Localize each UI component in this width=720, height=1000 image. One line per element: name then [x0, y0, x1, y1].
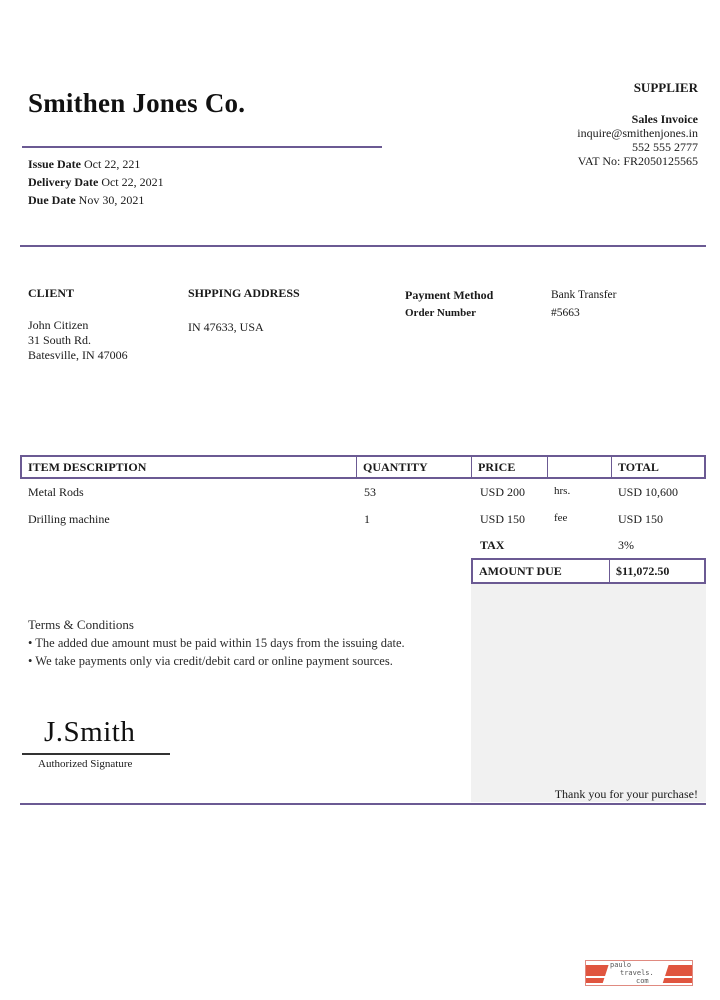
supplier-info	[577, 112, 698, 168]
terms-heading: Terms & Conditions	[28, 617, 134, 632]
col-item-description: ITEM DESCRIPTION	[28, 459, 147, 474]
col-total: TOTAL	[611, 457, 704, 477]
shipping-address: IN 47633, USA	[188, 320, 264, 334]
thank-you-note: Thank you for your purchase!	[554, 787, 698, 801]
payment-method-label: Payment Method	[405, 288, 494, 302]
col-quantity: QUANTITY	[356, 457, 471, 477]
items-table-header	[20, 455, 706, 479]
client-address	[28, 318, 128, 363]
invoice-dates	[28, 155, 164, 209]
order-number-value: #5663	[551, 307, 580, 319]
payment-values	[551, 286, 617, 322]
supplier-email: inquire@smithenjones.in	[577, 126, 698, 140]
table-row	[20, 512, 706, 527]
terms-section	[28, 616, 405, 670]
issue-date: Issue Date Oct 22, 221	[28, 157, 141, 171]
amount-due-box	[471, 558, 706, 584]
terms-item: • The added due amount must be paid within 15 days from the issuing date.	[28, 636, 405, 650]
item-quantity: 1	[364, 512, 370, 526]
payment-method-value: Bank Transfer	[551, 289, 617, 301]
tax-value: 3%	[618, 538, 634, 552]
tax-row	[20, 538, 706, 553]
watermark-logo	[585, 960, 693, 986]
item-description: Metal Rods	[28, 485, 84, 499]
supplier-phone: 552 555 2777	[632, 140, 698, 154]
header-divider	[22, 146, 382, 148]
due-date: Due Date Nov 30, 2021	[28, 193, 145, 207]
signature-line	[22, 753, 170, 755]
watermark-text: paulo travels. com	[610, 961, 654, 985]
order-number-label: Order Number	[405, 307, 476, 319]
tax-label: TAX	[480, 538, 505, 552]
client-street: 31 South Rd.	[28, 333, 92, 347]
section-divider	[20, 245, 706, 247]
item-total: USD 10,600	[618, 485, 679, 499]
client-heading: CLIENT	[28, 286, 75, 300]
item-total: USD 150	[618, 512, 664, 526]
signature-label: Authorized Signature	[38, 758, 133, 770]
client-city: Batesville, IN 47006	[28, 348, 128, 362]
item-unit: hrs.	[554, 485, 571, 497]
col-price: PRICE	[471, 457, 547, 477]
summary-panel	[471, 584, 706, 802]
item-quantity: 53	[364, 485, 376, 499]
client-name: John Citizen	[28, 318, 89, 332]
shipping-heading: SHPPING ADDRESS	[188, 286, 300, 300]
item-price: USD 150	[480, 512, 526, 526]
payment-labels	[405, 286, 493, 322]
delivery-date: Delivery Date Oct 22, 2021	[28, 175, 164, 189]
item-price: USD 200	[480, 485, 526, 499]
supplier-vat: VAT No: FR2050125565	[577, 154, 698, 168]
supplier-heading: SUPPLIER	[633, 80, 698, 95]
col-unit	[547, 457, 611, 477]
company-name: Smithen Jones Co.	[28, 88, 246, 118]
item-description: Drilling machine	[28, 512, 110, 526]
table-row	[20, 485, 706, 500]
amount-due-value: $11,072.50	[609, 560, 704, 582]
item-unit: fee	[554, 512, 568, 524]
signature-name: J.Smith	[44, 716, 136, 748]
terms-item: • We take payments only via credit/debit card or online payment sources.	[28, 654, 393, 668]
footer-divider	[20, 803, 706, 805]
document-type: Sales Invoice	[631, 112, 698, 126]
amount-due-label: AMOUNT DUE	[479, 563, 562, 578]
